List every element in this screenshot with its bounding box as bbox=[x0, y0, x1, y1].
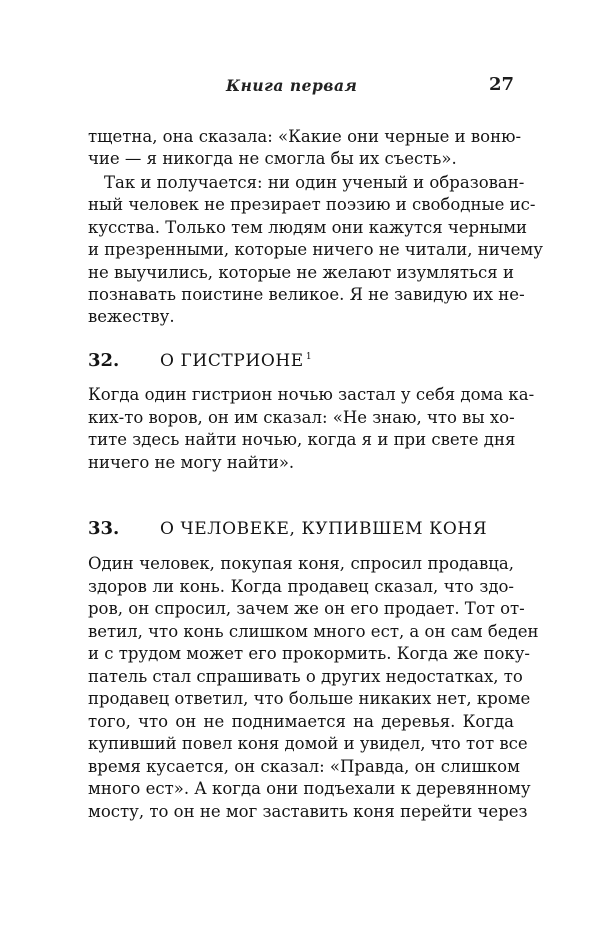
text-line: купивший повел коня домой и увидел, что тот все bbox=[88, 734, 528, 753]
text-line: продавец ответил, что больше никаких нет, кроме bbox=[88, 689, 531, 708]
section-heading-33 bbox=[88, 518, 487, 540]
section-number: 32. bbox=[88, 350, 120, 371]
section-title: О ГИСТРИОНЕ bbox=[160, 351, 304, 371]
text-line: ких-то воров, он им сказал: «Не знаю, что вы хо- bbox=[88, 408, 515, 427]
text-line: не выучились, которые не желают изумляться и bbox=[88, 263, 514, 282]
text-line: тщетна, она сказала: «Какие они черные и воню- bbox=[88, 127, 522, 146]
text-line: и с трудом может его прокормить. Когда же поку- bbox=[88, 644, 531, 663]
section-heading-32 bbox=[88, 346, 312, 371]
text-line: мосту, то он не мог заставить коня перейти через bbox=[88, 802, 528, 821]
running-head: Книга первая bbox=[226, 76, 358, 95]
text-line: того, что он не поднимается на деревья. Когда bbox=[88, 712, 514, 731]
text-line: ничего не могу найти». bbox=[88, 453, 295, 472]
page-number: 27 bbox=[489, 74, 515, 95]
text-line: и презренными, которые ничего не читали, ничему bbox=[88, 240, 543, 259]
text-line: ров, он спросил, зачем же он его продает. Тот от- bbox=[88, 599, 525, 618]
text-line: время кусается, он сказал: «Правда, он слишком bbox=[88, 757, 520, 776]
footnote-mark: 1 bbox=[305, 352, 312, 362]
text-line: познавать поистине великое. Я не завидую их не- bbox=[88, 285, 525, 304]
section-number: 33. bbox=[88, 518, 120, 539]
text-line: патель стал спрашивать о других недостатках, то bbox=[88, 667, 523, 686]
text-line: вежеству. bbox=[88, 307, 175, 326]
text-line: ный человек не презирает поэзию и свободные ис- bbox=[88, 195, 536, 214]
text-line: Так и получается: ни один ученый и образован- bbox=[104, 173, 525, 192]
text-line: много ест». А когда они подъехали к деревянному bbox=[88, 779, 531, 798]
section-title: О ЧЕЛОВЕКЕ, КУПИВШЕМ КОНЯ bbox=[160, 519, 488, 539]
text-line: Один человек, покупая коня, спросил продавца, bbox=[88, 554, 514, 573]
text-line: Когда один гистрион ночью застал у себя дома ка- bbox=[88, 385, 535, 404]
text-line: кусства. Только тем людям они кажутся черными bbox=[88, 218, 528, 237]
text-line: ветил, что конь слишком много ест, а он сам беден bbox=[88, 622, 539, 641]
text-line: здоров ли конь. Когда продавец сказал, что здо- bbox=[88, 577, 514, 596]
text-line: чие — я никогда не смогла бы их съесть». bbox=[88, 149, 457, 168]
text-line: тите здесь найти ночью, когда я и при свете дня bbox=[88, 430, 516, 449]
